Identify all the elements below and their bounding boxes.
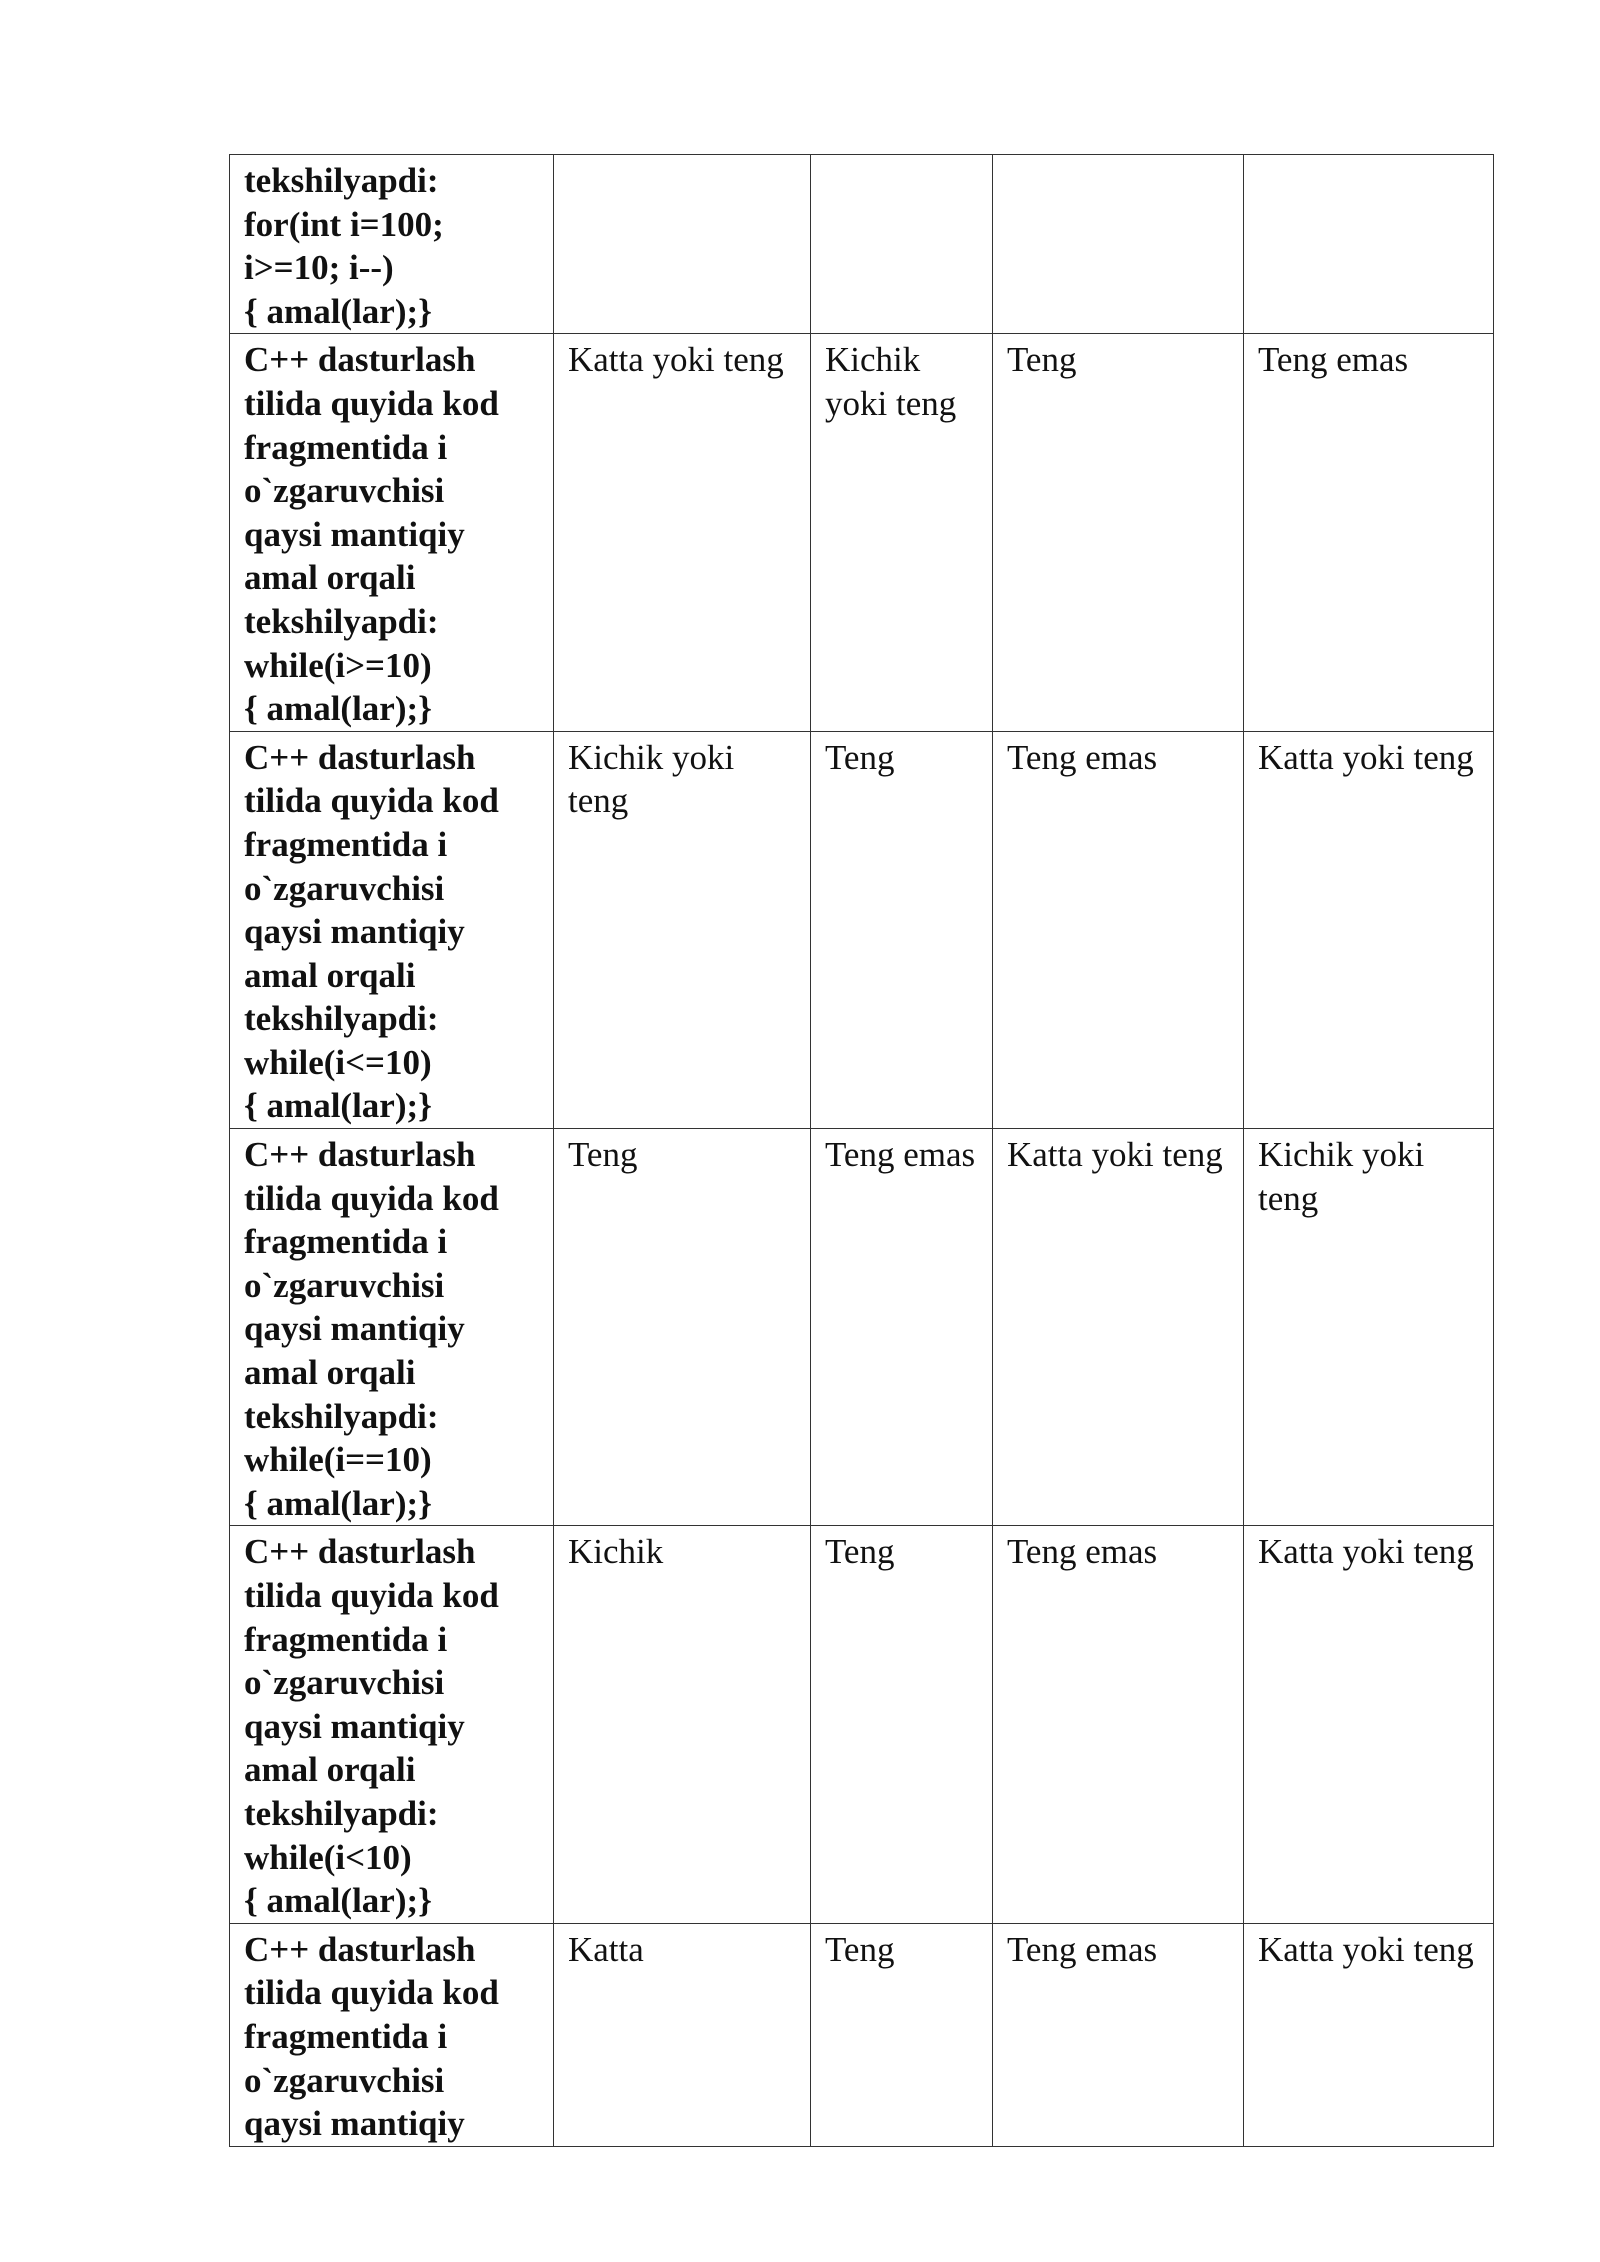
- question-line: C++ dasturlash: [244, 1532, 476, 1572]
- option-cell: [811, 1526, 993, 1923]
- option-cell: [1244, 155, 1494, 334]
- question-line: while(i<10): [244, 1837, 412, 1877]
- option-text: Teng: [568, 1135, 638, 1175]
- option-text: Teng: [825, 737, 895, 777]
- option-cell: [1244, 731, 1494, 1128]
- option-text: Teng emas: [1007, 1532, 1158, 1572]
- option-cell: [811, 155, 993, 334]
- option-text: Teng emas: [1007, 737, 1158, 777]
- option-cell: [993, 731, 1244, 1128]
- question-line: { amal(lar);}: [244, 1483, 432, 1523]
- option-text: Teng emas: [825, 1135, 976, 1175]
- option-cell: [811, 334, 993, 731]
- question-cell: [230, 1129, 554, 1526]
- option-text: Teng: [825, 1532, 895, 1572]
- option-text: Katta yoki teng: [1007, 1135, 1223, 1175]
- question-line: { amal(lar);}: [244, 1881, 432, 1921]
- question-line: o`zgaruvchisi: [244, 868, 445, 908]
- table-row: [230, 731, 1494, 1128]
- question-line: tekshilyapdi:: [244, 1793, 439, 1833]
- option-text: Katta: [568, 1929, 644, 1969]
- table-row: [230, 1129, 1494, 1526]
- question-line: while(i>=10): [244, 645, 432, 685]
- question-line: tekshilyapdi:: [244, 601, 439, 641]
- option-text: Katta yoki teng: [568, 340, 784, 380]
- question-cell: [230, 155, 554, 334]
- option-text: Kichik: [568, 1532, 664, 1572]
- question-line: tekshilyapdi:: [244, 1396, 439, 1436]
- option-text: Kichik yoki teng: [825, 340, 957, 423]
- question-line: o`zgaruvchisi: [244, 1663, 445, 1703]
- question-line: for(int i=100;: [244, 204, 444, 244]
- question-line: fragmentida i: [244, 427, 448, 467]
- question-cell: [230, 1923, 554, 2146]
- option-text: Katta yoki teng: [1258, 1532, 1474, 1572]
- question-line: qaysi mantiqiy: [244, 514, 465, 554]
- option-cell: [811, 1129, 993, 1526]
- option-cell: [1244, 1526, 1494, 1923]
- option-cell: [811, 731, 993, 1128]
- question-line: i>=10; i--): [244, 248, 394, 288]
- option-cell: [1244, 1129, 1494, 1526]
- question-line: C++ dasturlash: [244, 737, 476, 777]
- option-text: Kichik yoki teng: [1258, 1135, 1425, 1218]
- table-row: [230, 334, 1494, 731]
- option-cell: [554, 1526, 811, 1923]
- option-cell: [1244, 334, 1494, 731]
- option-cell: [554, 334, 811, 731]
- option-text: Teng emas: [1007, 1929, 1158, 1969]
- question-line: fragmentida i: [244, 1222, 448, 1262]
- option-text: Katta yoki teng: [1258, 1929, 1474, 1969]
- question-line: tilida quyida kod: [244, 1178, 499, 1218]
- option-text: Katta yoki teng: [1258, 737, 1474, 777]
- question-line: tilida quyida kod: [244, 1973, 499, 2013]
- table-row: [230, 1526, 1494, 1923]
- question-line: tekshilyapdi:: [244, 161, 439, 200]
- question-cell: [230, 731, 554, 1128]
- question-line: qaysi mantiqiy: [244, 1309, 465, 1349]
- question-line: qaysi mantiqiy: [244, 1706, 465, 1746]
- option-text: Teng: [825, 1929, 895, 1969]
- question-line: o`zgaruvchisi: [244, 471, 445, 511]
- question-line: amal orqali: [244, 955, 416, 995]
- question-line: fragmentida i: [244, 2016, 448, 2056]
- question-line: C++ dasturlash: [244, 1929, 476, 1969]
- option-cell: [993, 1129, 1244, 1526]
- question-line: while(i<=10): [244, 1042, 432, 1082]
- question-line: fragmentida i: [244, 824, 448, 864]
- option-cell: [993, 1923, 1244, 2146]
- question-line: fragmentida i: [244, 1619, 448, 1659]
- question-line: tilida quyida kod: [244, 781, 499, 821]
- option-cell: [554, 1923, 811, 2146]
- option-cell: [993, 155, 1244, 334]
- option-cell: [554, 731, 811, 1128]
- question-line: C++ dasturlash: [244, 1135, 476, 1175]
- question-line: while(i==10): [244, 1440, 432, 1480]
- option-cell: [554, 155, 811, 334]
- option-cell: [554, 1129, 811, 1526]
- option-cell: [993, 334, 1244, 731]
- option-cell: [811, 1923, 993, 2146]
- option-text: Teng: [1007, 340, 1077, 380]
- question-line: amal orqali: [244, 1750, 416, 1790]
- question-line: qaysi mantiqiy: [244, 912, 465, 952]
- option-cell: [993, 1526, 1244, 1923]
- question-line: { amal(lar);}: [244, 291, 432, 331]
- table-row: [230, 155, 1494, 334]
- question-line: o`zgaruvchisi: [244, 2060, 445, 2100]
- question-cell: [230, 334, 554, 731]
- option-text: Kichik yoki teng: [568, 737, 735, 821]
- question-line: tekshilyapdi:: [244, 999, 439, 1039]
- quiz-table: [229, 154, 1494, 2147]
- question-line: tilida quyida kod: [244, 383, 499, 423]
- question-line: { amal(lar);}: [244, 1086, 432, 1126]
- table-row: [230, 1923, 1494, 2146]
- question-line: { amal(lar);}: [244, 689, 432, 729]
- question-line: C++ dasturlash: [244, 340, 476, 380]
- question-cell: [230, 1526, 554, 1923]
- question-line: amal orqali: [244, 558, 416, 598]
- question-line: qaysi mantiqiy: [244, 2104, 465, 2144]
- option-text: Teng emas: [1258, 340, 1409, 380]
- option-cell: [1244, 1923, 1494, 2146]
- question-line: tilida quyida kod: [244, 1576, 499, 1615]
- question-line: amal orqali: [244, 1353, 416, 1393]
- question-line: o`zgaruvchisi: [244, 1265, 445, 1305]
